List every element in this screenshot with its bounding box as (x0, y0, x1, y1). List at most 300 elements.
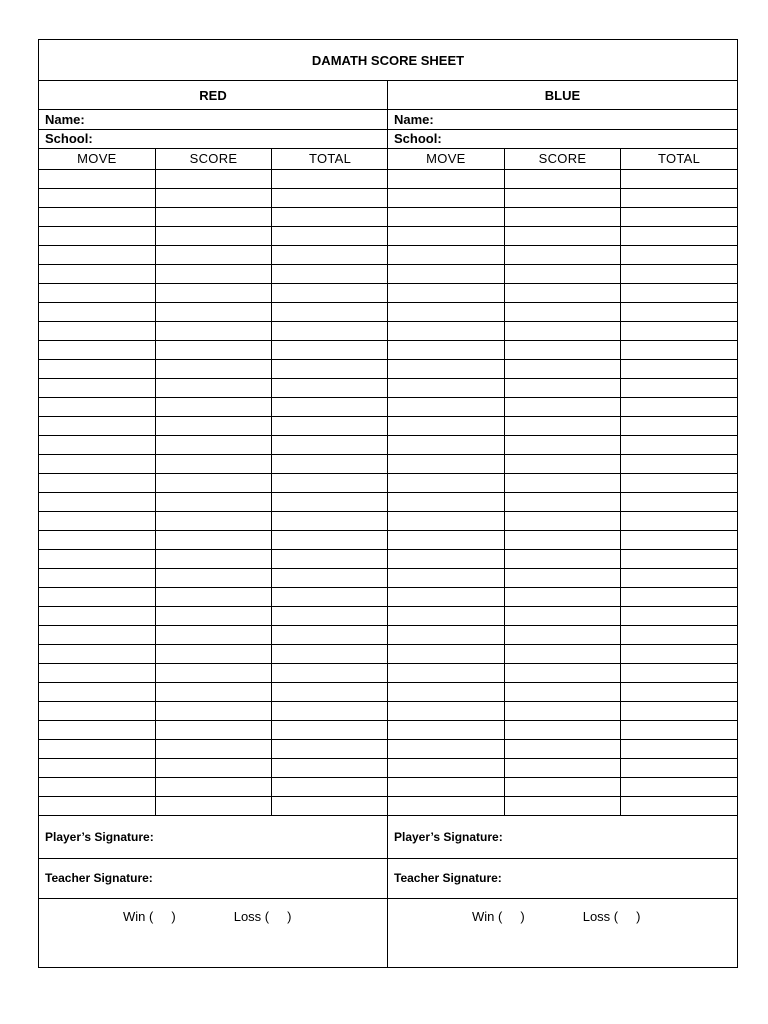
red-total-cell[interactable] (272, 625, 388, 644)
blue-score-header: SCORE (504, 149, 620, 169)
red-total-cell[interactable] (272, 549, 388, 568)
red-total-cell[interactable] (272, 530, 388, 549)
red-move-cell[interactable] (39, 568, 155, 587)
red-score-row (39, 416, 388, 435)
blue-player-signature[interactable]: Player’s Signature: (388, 816, 737, 859)
red-move-cell[interactable] (39, 758, 155, 777)
blue-total-cell[interactable] (621, 264, 737, 283)
red-score-cell[interactable] (155, 568, 271, 587)
blue-score-row (388, 625, 737, 644)
blue-move-cell[interactable] (388, 454, 504, 473)
red-score-row (39, 511, 388, 530)
red-score-cell[interactable] (155, 720, 271, 739)
red-move-cell[interactable] (39, 283, 155, 302)
blue-total-cell[interactable] (621, 188, 737, 207)
red-score-row (39, 397, 388, 416)
red-teacher-signature[interactable]: Teacher Signature: (39, 859, 387, 899)
blue-score-cell[interactable] (504, 701, 620, 720)
blue-score-cell[interactable] (504, 283, 620, 302)
red-score-row (39, 682, 388, 701)
blue-total-cell[interactable] (621, 321, 737, 340)
blue-total-cell[interactable] (621, 568, 737, 587)
red-move-cell[interactable] (39, 701, 155, 720)
red-total-cell[interactable] (272, 397, 388, 416)
blue-score-cell[interactable] (504, 663, 620, 682)
blue-score-cell[interactable] (504, 530, 620, 549)
red-score-row (39, 378, 388, 397)
blue-move-cell[interactable] (388, 644, 504, 663)
blue-win-box[interactable]: Win ( ) (472, 909, 525, 924)
blue-score-cell[interactable] (504, 606, 620, 625)
blue-score-row (388, 378, 737, 397)
red-score-row (39, 739, 388, 758)
blue-total-cell[interactable] (621, 720, 737, 739)
blue-score-row (388, 454, 737, 473)
blue-total-cell[interactable] (621, 739, 737, 758)
red-total-cell[interactable] (272, 207, 388, 226)
red-score-row (39, 796, 388, 815)
red-total-cell[interactable] (272, 378, 388, 397)
red-score-row (39, 302, 388, 321)
red-score-row (39, 758, 388, 777)
blue-total-cell[interactable] (621, 587, 737, 606)
blue-move-cell[interactable] (388, 226, 504, 245)
blue-score-cell[interactable] (504, 207, 620, 226)
blue-score-row (388, 758, 737, 777)
red-move-cell[interactable] (39, 397, 155, 416)
blue-score-cell[interactable] (504, 587, 620, 606)
red-score-cell[interactable] (155, 625, 271, 644)
red-total-cell[interactable] (272, 473, 388, 492)
blue-score-row (388, 720, 737, 739)
red-total-cell[interactable] (272, 644, 388, 663)
blue-score-row (388, 739, 737, 758)
blue-side (388, 81, 737, 967)
red-total-cell[interactable] (272, 739, 388, 758)
red-score-row (39, 435, 388, 454)
red-score-cell[interactable] (155, 758, 271, 777)
blue-total-cell[interactable] (621, 511, 737, 530)
blue-move-cell[interactable] (388, 302, 504, 321)
blue-move-header: MOVE (388, 149, 504, 169)
blue-score-row (388, 226, 737, 245)
blue-score-row (388, 188, 737, 207)
red-school-field[interactable]: School: (39, 130, 387, 149)
red-total-header: TOTAL (272, 149, 388, 169)
red-score-cell[interactable] (155, 739, 271, 758)
blue-score-cell[interactable] (504, 492, 620, 511)
blue-move-cell[interactable] (388, 511, 504, 530)
red-move-cell[interactable] (39, 682, 155, 701)
blue-move-cell[interactable] (388, 606, 504, 625)
red-move-header: MOVE (39, 149, 155, 169)
red-score-table (39, 149, 388, 816)
red-score-cell[interactable] (155, 169, 271, 188)
red-move-cell[interactable] (39, 321, 155, 340)
red-total-cell[interactable] (272, 682, 388, 701)
red-score-row (39, 720, 388, 739)
blue-score-cell[interactable] (504, 435, 620, 454)
blue-total-cell[interactable] (621, 796, 737, 815)
red-total-cell[interactable] (272, 283, 388, 302)
blue-total-cell[interactable] (621, 701, 737, 720)
blue-score-cell[interactable] (504, 777, 620, 796)
red-score-row (39, 549, 388, 568)
red-move-cell[interactable] (39, 302, 155, 321)
blue-move-cell[interactable] (388, 435, 504, 454)
red-total-cell[interactable] (272, 416, 388, 435)
red-move-cell[interactable] (39, 264, 155, 283)
red-score-row (39, 169, 388, 188)
blue-score-cell[interactable] (504, 302, 620, 321)
blue-score-row (388, 568, 737, 587)
red-score-row (39, 777, 388, 796)
blue-score-cell[interactable] (504, 758, 620, 777)
blue-score-cell[interactable] (504, 340, 620, 359)
red-score-cell[interactable] (155, 264, 271, 283)
red-header: RED (39, 81, 387, 110)
red-score-cell[interactable] (155, 188, 271, 207)
red-score-row (39, 454, 388, 473)
red-move-cell[interactable] (39, 587, 155, 606)
blue-total-cell[interactable] (621, 378, 737, 397)
red-score-cell[interactable] (155, 473, 271, 492)
blue-move-cell[interactable] (388, 473, 504, 492)
red-total-cell[interactable] (272, 188, 388, 207)
red-move-cell[interactable] (39, 530, 155, 549)
blue-score-row (388, 416, 737, 435)
blue-score-cell[interactable] (504, 739, 620, 758)
red-score-cell[interactable] (155, 644, 271, 663)
blue-move-cell[interactable] (388, 340, 504, 359)
red-score-cell[interactable] (155, 302, 271, 321)
blue-score-cell[interactable] (504, 378, 620, 397)
blue-score-row (388, 340, 737, 359)
red-total-cell[interactable] (272, 359, 388, 378)
blue-total-cell[interactable] (621, 682, 737, 701)
red-move-cell[interactable] (39, 777, 155, 796)
red-score-row (39, 207, 388, 226)
red-score-cell[interactable] (155, 454, 271, 473)
red-score-cell[interactable] (155, 283, 271, 302)
red-score-cell[interactable] (155, 796, 271, 815)
blue-move-cell[interactable] (388, 549, 504, 568)
blue-result (388, 899, 737, 935)
blue-total-cell[interactable] (621, 777, 737, 796)
blue-move-cell[interactable] (388, 568, 504, 587)
blue-header: BLUE (388, 81, 737, 110)
red-score-cell[interactable] (155, 226, 271, 245)
blue-school-field[interactable]: School: (388, 130, 737, 149)
blue-score-row (388, 245, 737, 264)
red-move-cell[interactable] (39, 720, 155, 739)
red-score-cell[interactable] (155, 511, 271, 530)
red-score-cell[interactable] (155, 416, 271, 435)
blue-score-row (388, 682, 737, 701)
red-score-row (39, 701, 388, 720)
blue-move-cell[interactable] (388, 169, 504, 188)
blue-score-row (388, 606, 737, 625)
blue-score-cell[interactable] (504, 796, 620, 815)
blue-total-cell[interactable] (621, 758, 737, 777)
blue-score-row (388, 359, 737, 378)
blue-move-cell[interactable] (388, 359, 504, 378)
red-total-cell[interactable] (272, 606, 388, 625)
blue-score-cell[interactable] (504, 568, 620, 587)
red-total-cell[interactable] (272, 492, 388, 511)
blue-score-cell[interactable] (504, 454, 620, 473)
blue-total-cell[interactable] (621, 340, 737, 359)
blue-total-cell[interactable] (621, 169, 737, 188)
blue-total-cell[interactable] (621, 625, 737, 644)
red-score-row (39, 340, 388, 359)
red-move-cell[interactable] (39, 644, 155, 663)
blue-score-cell[interactable] (504, 549, 620, 568)
red-move-cell[interactable] (39, 796, 155, 815)
blue-score-cell[interactable] (504, 188, 620, 207)
red-name-field[interactable]: Name: (39, 110, 387, 130)
blue-move-cell[interactable] (388, 188, 504, 207)
blue-total-cell[interactable] (621, 359, 737, 378)
red-total-cell[interactable] (272, 169, 388, 188)
blue-move-cell[interactable] (388, 264, 504, 283)
red-move-cell[interactable] (39, 188, 155, 207)
red-score-cell[interactable] (155, 682, 271, 701)
blue-move-cell[interactable] (388, 378, 504, 397)
red-result (39, 899, 387, 935)
red-move-cell[interactable] (39, 473, 155, 492)
blue-score-cell[interactable] (504, 720, 620, 739)
red-total-cell[interactable] (272, 701, 388, 720)
blue-score-cell[interactable] (504, 245, 620, 264)
blue-total-cell[interactable] (621, 416, 737, 435)
red-score-cell[interactable] (155, 245, 271, 264)
blue-score-row (388, 321, 737, 340)
blue-score-row (388, 644, 737, 663)
red-score-row (39, 226, 388, 245)
blue-score-cell[interactable] (504, 682, 620, 701)
red-total-cell[interactable] (272, 663, 388, 682)
red-total-cell[interactable] (272, 302, 388, 321)
red-move-cell[interactable] (39, 435, 155, 454)
sheet-title: DAMATH SCORE SHEET (39, 40, 737, 81)
red-total-cell[interactable] (272, 454, 388, 473)
red-total-cell[interactable] (272, 777, 388, 796)
blue-score-cell[interactable] (504, 359, 620, 378)
blue-total-cell[interactable] (621, 245, 737, 264)
score-sheet (38, 39, 738, 968)
blue-move-cell[interactable] (388, 720, 504, 739)
blue-total-cell[interactable] (621, 663, 737, 682)
blue-move-cell[interactable] (388, 682, 504, 701)
blue-total-header: TOTAL (621, 149, 737, 169)
red-move-cell[interactable] (39, 226, 155, 245)
blue-score-row (388, 511, 737, 530)
blue-score-row (388, 777, 737, 796)
red-score-row (39, 625, 388, 644)
blue-total-cell[interactable] (621, 492, 737, 511)
red-score-cell[interactable] (155, 530, 271, 549)
blue-move-cell[interactable] (388, 492, 504, 511)
red-score-cell[interactable] (155, 777, 271, 796)
blue-move-cell[interactable] (388, 663, 504, 682)
red-loss-box[interactable]: Loss ( ) (233, 909, 292, 924)
blue-total-cell[interactable] (621, 435, 737, 454)
red-move-cell[interactable] (39, 207, 155, 226)
red-move-cell[interactable] (39, 739, 155, 758)
blue-score-table (388, 149, 737, 816)
blue-move-cell[interactable] (388, 245, 504, 264)
red-move-cell[interactable] (39, 549, 155, 568)
red-move-cell[interactable] (39, 378, 155, 397)
red-score-row (39, 473, 388, 492)
red-score-header: SCORE (155, 149, 271, 169)
red-player-signature[interactable]: Player’s Signature: (39, 816, 387, 859)
blue-move-cell[interactable] (388, 321, 504, 340)
blue-total-cell[interactable] (621, 207, 737, 226)
blue-teacher-signature[interactable]: Teacher Signature: (388, 859, 737, 899)
blue-score-row (388, 663, 737, 682)
blue-move-cell[interactable] (388, 701, 504, 720)
red-score-row (39, 606, 388, 625)
blue-move-cell[interactable] (388, 416, 504, 435)
red-total-cell[interactable] (272, 264, 388, 283)
red-score-cell[interactable] (155, 549, 271, 568)
blue-total-cell[interactable] (621, 397, 737, 416)
blue-score-row (388, 701, 737, 720)
blue-score-row (388, 587, 737, 606)
blue-score-row (388, 302, 737, 321)
red-total-cell[interactable] (272, 321, 388, 340)
red-score-row (39, 530, 388, 549)
red-score-row (39, 245, 388, 264)
blue-score-cell[interactable] (504, 473, 620, 492)
red-score-cell[interactable] (155, 207, 271, 226)
red-score-row (39, 568, 388, 587)
red-score-cell[interactable] (155, 378, 271, 397)
blue-score-row (388, 492, 737, 511)
blue-score-row (388, 264, 737, 283)
blue-score-cell[interactable] (504, 321, 620, 340)
blue-name-field[interactable]: Name: (388, 110, 737, 130)
red-total-cell[interactable] (272, 435, 388, 454)
red-score-row (39, 663, 388, 682)
red-move-cell[interactable] (39, 625, 155, 644)
red-score-row (39, 359, 388, 378)
red-move-cell[interactable] (39, 359, 155, 378)
red-score-row (39, 587, 388, 606)
red-move-cell[interactable] (39, 492, 155, 511)
blue-move-cell[interactable] (388, 739, 504, 758)
blue-move-cell[interactable] (388, 625, 504, 644)
red-move-cell[interactable] (39, 340, 155, 359)
blue-total-cell[interactable] (621, 644, 737, 663)
red-score-cell[interactable] (155, 435, 271, 454)
red-score-cell[interactable] (155, 359, 271, 378)
red-move-cell[interactable] (39, 511, 155, 530)
blue-score-row (388, 283, 737, 302)
red-total-cell[interactable] (272, 758, 388, 777)
red-score-row (39, 264, 388, 283)
blue-score-cell[interactable] (504, 416, 620, 435)
red-total-cell[interactable] (272, 226, 388, 245)
blue-score-row (388, 549, 737, 568)
blue-score-cell[interactable] (504, 644, 620, 663)
blue-total-cell[interactable] (621, 473, 737, 492)
red-move-cell[interactable] (39, 663, 155, 682)
red-move-cell[interactable] (39, 416, 155, 435)
blue-total-cell[interactable] (621, 454, 737, 473)
blue-total-cell[interactable] (621, 549, 737, 568)
red-total-cell[interactable] (272, 568, 388, 587)
blue-score-row (388, 435, 737, 454)
blue-total-cell[interactable] (621, 283, 737, 302)
red-total-cell[interactable] (272, 245, 388, 264)
blue-score-row (388, 397, 737, 416)
blue-total-cell[interactable] (621, 226, 737, 245)
blue-score-cell[interactable] (504, 511, 620, 530)
red-total-cell[interactable] (272, 511, 388, 530)
blue-total-cell[interactable] (621, 302, 737, 321)
red-move-cell[interactable] (39, 245, 155, 264)
blue-loss-box[interactable]: Loss ( ) (582, 909, 641, 924)
red-score-row (39, 492, 388, 511)
red-score-row (39, 188, 388, 207)
blue-score-cell[interactable] (504, 397, 620, 416)
red-move-cell[interactable] (39, 169, 155, 188)
blue-score-row (388, 796, 737, 815)
red-score-cell[interactable] (155, 340, 271, 359)
red-score-row (39, 644, 388, 663)
blue-score-row (388, 530, 737, 549)
red-side (39, 81, 388, 967)
red-score-cell[interactable] (155, 492, 271, 511)
red-total-cell[interactable] (272, 720, 388, 739)
blue-move-cell[interactable] (388, 207, 504, 226)
blue-move-cell[interactable] (388, 777, 504, 796)
red-score-cell[interactable] (155, 663, 271, 682)
red-total-cell[interactable] (272, 587, 388, 606)
blue-move-cell[interactable] (388, 796, 504, 815)
red-score-cell[interactable] (155, 397, 271, 416)
blue-score-cell[interactable] (504, 264, 620, 283)
blue-score-row (388, 207, 737, 226)
blue-move-cell[interactable] (388, 530, 504, 549)
blue-score-cell[interactable] (504, 226, 620, 245)
blue-score-cell[interactable] (504, 625, 620, 644)
blue-move-cell[interactable] (388, 283, 504, 302)
red-move-cell[interactable] (39, 606, 155, 625)
blue-move-cell[interactable] (388, 397, 504, 416)
red-score-cell[interactable] (155, 701, 271, 720)
red-score-row (39, 321, 388, 340)
red-score-row (39, 283, 388, 302)
blue-move-cell[interactable] (388, 587, 504, 606)
blue-score-row (388, 169, 737, 188)
blue-total-cell[interactable] (621, 606, 737, 625)
red-win-box[interactable]: Win ( ) (123, 909, 176, 924)
blue-score-cell[interactable] (504, 169, 620, 188)
blue-score-row (388, 473, 737, 492)
red-move-cell[interactable] (39, 454, 155, 473)
red-score-cell[interactable] (155, 606, 271, 625)
red-score-cell[interactable] (155, 321, 271, 340)
red-total-cell[interactable] (272, 796, 388, 815)
red-score-cell[interactable] (155, 587, 271, 606)
blue-total-cell[interactable] (621, 530, 737, 549)
blue-move-cell[interactable] (388, 758, 504, 777)
red-total-cell[interactable] (272, 340, 388, 359)
